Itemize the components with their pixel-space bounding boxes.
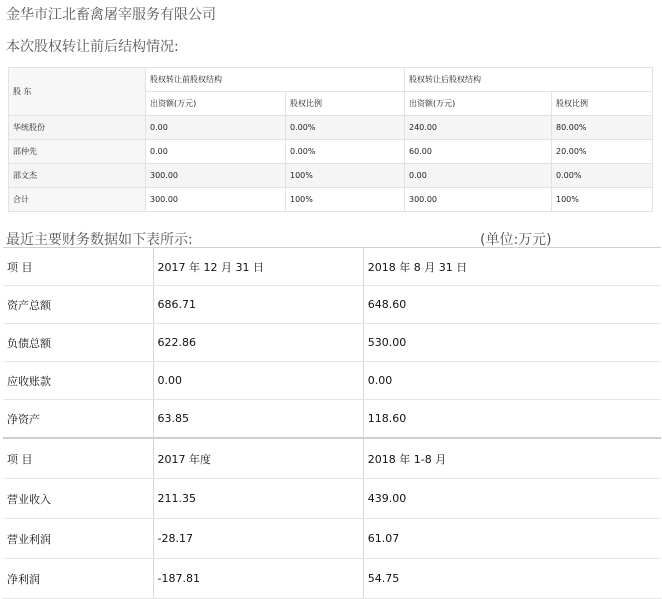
table-cell: 530.00 bbox=[363, 324, 661, 362]
table-cell: 686.71 bbox=[153, 286, 363, 324]
table-cell: 240.00 bbox=[405, 116, 552, 140]
row-key: 项 目 bbox=[3, 438, 153, 479]
company-title: 金华市江北畜禽屠宰服务有限公司 bbox=[6, 7, 216, 23]
table-cell: 100% bbox=[286, 188, 405, 212]
table-header-row bbox=[3, 248, 661, 286]
subheader-cell: 股权比例 bbox=[552, 92, 653, 116]
table-row bbox=[3, 286, 661, 324]
shareholder-name: 邵文杰 bbox=[9, 164, 146, 188]
table-cell: 0.00 bbox=[363, 362, 661, 400]
subheader-cell: 出资额(万元) bbox=[146, 92, 286, 116]
table-row bbox=[3, 479, 661, 519]
table-cell: 0.00 bbox=[146, 140, 286, 164]
table-cell: 2018 年 8 月 31 日 bbox=[363, 248, 661, 286]
table-row bbox=[9, 116, 653, 140]
table-row-total bbox=[9, 188, 653, 212]
table-cell: 60.00 bbox=[405, 140, 552, 164]
table-cell: 100% bbox=[286, 164, 405, 188]
row-key: 营业收入 bbox=[3, 479, 153, 519]
row-key: 负债总额 bbox=[3, 324, 153, 362]
table-cell: 80.00% bbox=[552, 116, 653, 140]
row-key: 资产总额 bbox=[3, 286, 153, 324]
table-cell: 300.00 bbox=[146, 188, 286, 212]
table-cell: 2017 年度 bbox=[153, 438, 363, 479]
after-transfer-header: 股权转让后股权结构 bbox=[405, 68, 653, 92]
table-cell: 439.00 bbox=[363, 479, 661, 519]
table-cell: 300.00 bbox=[405, 188, 552, 212]
finance-table bbox=[3, 247, 661, 599]
row-key: 项 目 bbox=[3, 248, 153, 286]
subheader-cell: 股权比例 bbox=[286, 92, 405, 116]
table-row bbox=[3, 519, 661, 559]
table-cell: 54.75 bbox=[363, 559, 661, 599]
table-row bbox=[3, 362, 661, 400]
row-key: 应收账款 bbox=[3, 362, 153, 400]
row-key: 净资产 bbox=[3, 400, 153, 439]
finance-unit: (单位:万元) bbox=[480, 232, 552, 248]
finance-intro-line bbox=[6, 229, 566, 249]
shareholder-name: 华统股份 bbox=[9, 116, 146, 140]
table-cell: 118.60 bbox=[363, 400, 661, 439]
table-row bbox=[9, 164, 653, 188]
table-row bbox=[9, 140, 653, 164]
shareholder-header: 股 东 bbox=[9, 68, 146, 116]
before-transfer-header: 股权转让前股权结构 bbox=[146, 68, 405, 92]
table-row bbox=[3, 559, 661, 599]
table-cell: 211.35 bbox=[153, 479, 363, 519]
table-cell: 0.00% bbox=[552, 164, 653, 188]
table-row bbox=[3, 400, 661, 439]
table-cell: 20.00% bbox=[552, 140, 653, 164]
shareholder-name: 合计 bbox=[9, 188, 146, 212]
table-cell: 648.60 bbox=[363, 286, 661, 324]
table-cell: 61.07 bbox=[363, 519, 661, 559]
table-cell: 0.00% bbox=[286, 116, 405, 140]
table-cell: 622.86 bbox=[153, 324, 363, 362]
table-row bbox=[3, 324, 661, 362]
equity-structure-table bbox=[8, 67, 653, 212]
table-cell: 0.00% bbox=[286, 140, 405, 164]
table-cell: 0.00 bbox=[405, 164, 552, 188]
equity-intro: 本次股权转让前后结构情况: bbox=[6, 39, 179, 55]
row-key: 营业利润 bbox=[3, 519, 153, 559]
subheader-cell: 出资额(万元) bbox=[405, 92, 552, 116]
finance-intro: 最近主要财务数据如下表所示: bbox=[6, 232, 193, 248]
table-header-row bbox=[9, 68, 653, 92]
table-cell: -187.81 bbox=[153, 559, 363, 599]
table-header-row bbox=[3, 438, 661, 479]
table-cell: -28.17 bbox=[153, 519, 363, 559]
table-cell: 63.85 bbox=[153, 400, 363, 439]
table-cell: 2018 年 1-8 月 bbox=[363, 438, 661, 479]
row-key: 净利润 bbox=[3, 559, 153, 599]
table-cell: 2017 年 12 月 31 日 bbox=[153, 248, 363, 286]
shareholder-name: 邵仲先 bbox=[9, 140, 146, 164]
table-cell: 300.00 bbox=[146, 164, 286, 188]
table-cell: 0.00 bbox=[146, 116, 286, 140]
table-cell: 100% bbox=[552, 188, 653, 212]
table-cell: 0.00 bbox=[153, 362, 363, 400]
